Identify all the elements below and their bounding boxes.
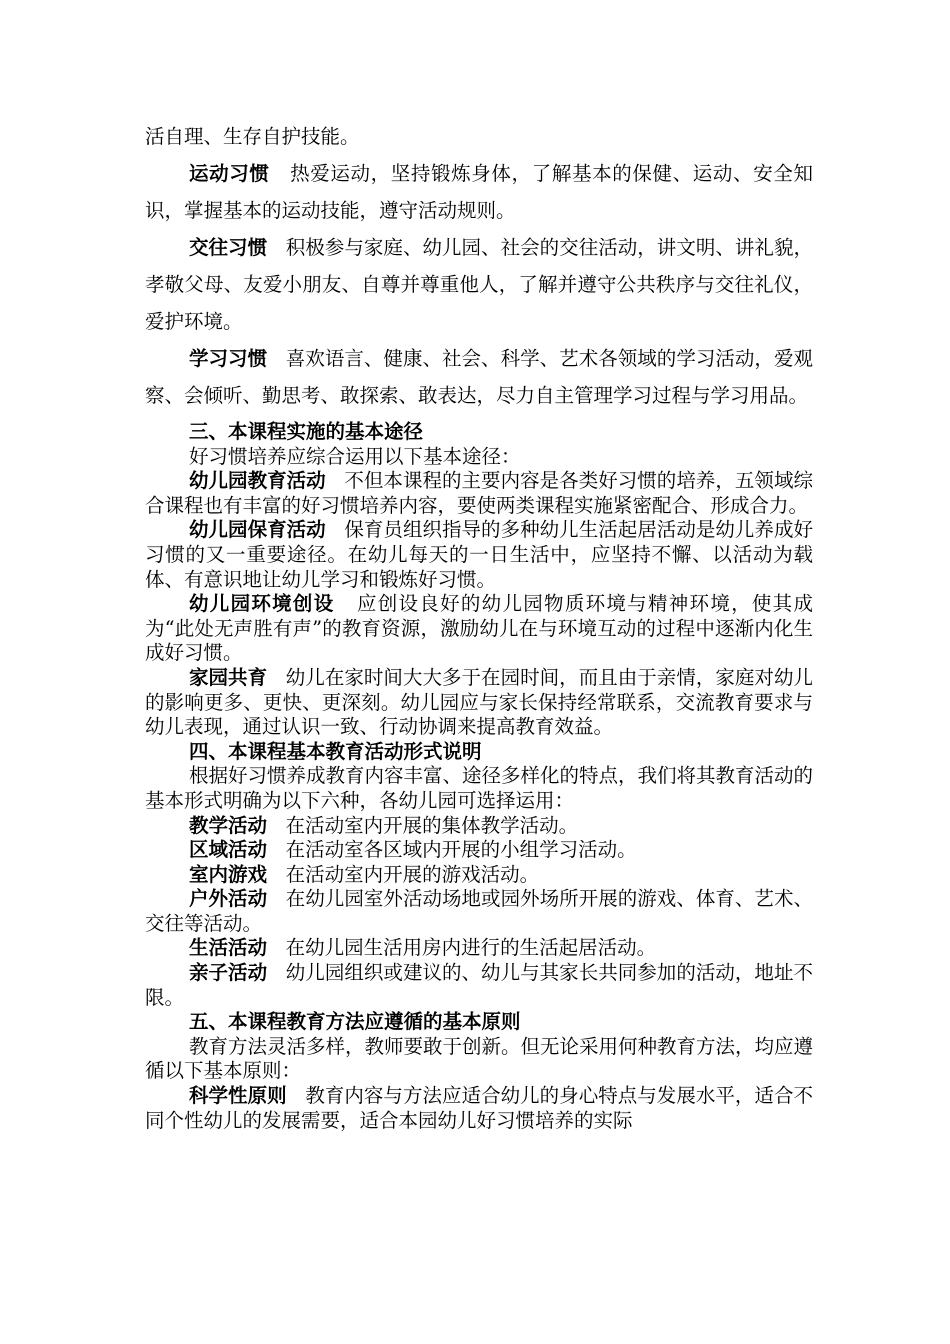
habit-term: 学习习惯 [189, 347, 268, 370]
main-sections [145, 420, 813, 1133]
principle-item [145, 1084, 813, 1133]
habit-term: 交往习惯 [189, 236, 268, 259]
activity-form-text: 在活动室内开展的游戏活动。 [285, 862, 540, 886]
activity-form-term: 生活活动 [189, 936, 268, 960]
approach-item [145, 469, 813, 518]
activity-form-term: 区域活动 [189, 838, 268, 862]
section-5-heading: 五、本课程教育方法应遵循的基本原则 [189, 1010, 521, 1034]
activity-form-term: 室内游戏 [189, 862, 268, 886]
habit-text: 积极参与家庭、幼儿园、社会的交往活动，讲文明、讲礼貌，孝敬父母、友爱小朋友、自尊并尊重他人，了解并遵守公共秩序与交往礼仪，爱护环境。 [145, 236, 813, 333]
approach-term: 家园共育 [189, 665, 268, 689]
approach-term: 幼儿园保育活动 [189, 518, 326, 542]
activity-form-item [145, 814, 813, 839]
section-5-intro: 教育方法灵活多样，教师要敢于创新。但无论采用何种教育方法，均应遵循以下基本原则： [145, 1034, 814, 1083]
habit-term: 运动习惯 [189, 162, 270, 185]
activity-form-item [145, 961, 813, 1010]
activity-form-item [145, 936, 813, 961]
continued-paragraph: 活自理、生存自护技能。 [145, 125, 360, 148]
habit-text: 喜欢语言、健康、社会、科学、艺术各领域的学习活动，爱观察、会倾听、勤思考、敢探索、敢表达，尽力自主管理学习过程与学习用品。 [145, 347, 813, 407]
activity-form-item [145, 887, 813, 936]
activity-form-term: 教学活动 [189, 813, 268, 837]
section-3-heading: 三、本课程实施的基本途径 [189, 420, 424, 443]
habit-study [145, 340, 813, 414]
activity-form-text: 在幼儿园生活用房内进行的生活起居活动。 [285, 936, 657, 960]
activity-form-text: 在幼儿园室外活动场地或园外场所开展的游戏、体育、艺术、交往等活动。 [145, 887, 813, 935]
habit-exercise [145, 155, 813, 229]
approach-term: 幼儿园教育活动 [189, 469, 326, 493]
activity-form-item [145, 838, 813, 863]
approach-item [145, 592, 813, 666]
section-4-intro: 根据好习惯养成教育内容丰富、途径多样化的特点，我们将其教育活动的基本形式明确为以下六种，各幼儿园可选择运用： [145, 764, 814, 812]
approach-text: 保育员组织指导的多种幼儿生活起居活动是幼儿养成好习惯的又一重要途径。在幼儿每天的一日生活中，应坚持不懈、以活动为载体、有意识地让幼儿学习和锻炼好习惯。 [145, 518, 813, 591]
activity-form-item [145, 863, 813, 888]
activity-form-text: 在活动室内开展的集体教学活动。 [285, 813, 579, 837]
activity-form-term: 亲子活动 [189, 961, 268, 985]
activity-form-term: 户外活动 [189, 887, 268, 911]
habits-section [145, 118, 813, 414]
habit-text: 热爱运动，坚持锻炼身体，了解基本的保健、运动、安全知识，掌握基本的运动技能，遵守活动规则。 [145, 162, 813, 222]
approach-term: 幼儿园环境创设 [189, 592, 335, 616]
habit-social [145, 229, 813, 340]
section-3-intro: 好习惯培养应综合运用以下基本途径： [189, 444, 521, 468]
approach-text: 应创设良好的幼儿园物质环境与精神环境，使其成为“此处无声胜有声”的教育资源，激励幼儿在与环境互动的过程中逐渐内化生成好习惯。 [145, 592, 813, 665]
principle-text: 教育内容与方法应适合幼儿的身心特点与发展水平，适合不同个性幼儿的发展需要，适合本园幼儿好习惯培养的实际 [145, 1084, 813, 1132]
activity-form-text: 在活动室各区域内开展的小组学习活动。 [285, 838, 637, 862]
approach-text: 不但本课程的主要内容是各类好习惯的培养，五领域综合课程也有丰富的好习惯培养内容，要使两类课程实施紧密配合、形成合力。 [145, 469, 813, 517]
approach-text: 幼儿在家时间大大多于在园时间，而且由于亲情，家庭对幼儿的影响更多、更快、更深刻。幼儿园应与家长保持经常联系，交流教育要求与幼儿表现，通过认识一致、行动协调来提高教育效益。 [145, 665, 813, 739]
document-page [145, 118, 813, 1133]
principle-term: 科学性原则 [189, 1084, 287, 1108]
approach-item [145, 666, 813, 740]
section-4-heading: 四、本课程基本教育活动形式说明 [189, 739, 482, 763]
approach-item [145, 518, 813, 592]
activity-form-text: 幼儿园组织或建议的、幼儿与其家长共同参加的活动，地址不限。 [145, 961, 813, 1009]
